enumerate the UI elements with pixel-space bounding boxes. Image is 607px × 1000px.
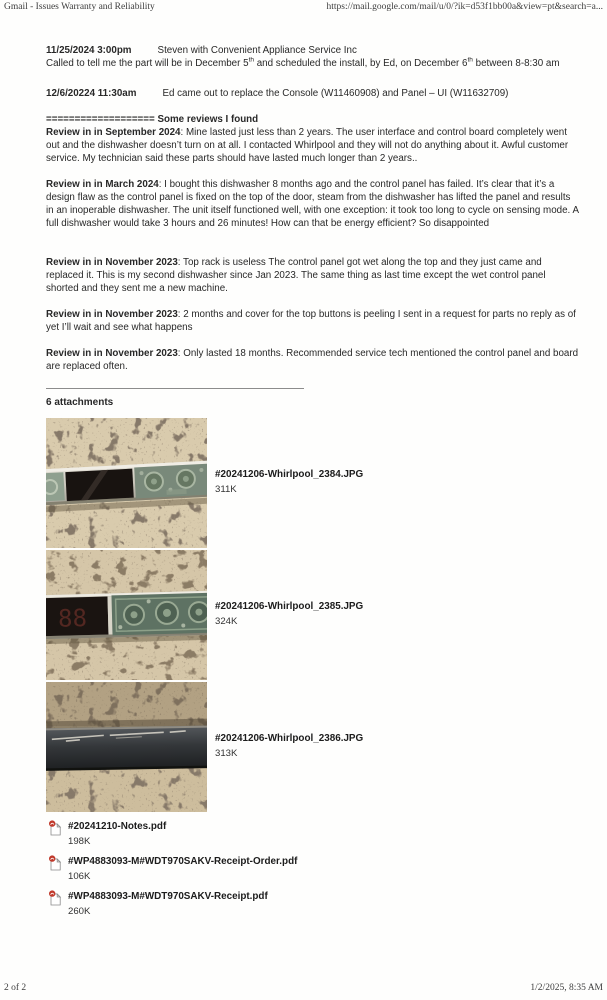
attachment-row-photo-3 [46, 682, 580, 812]
attachment-filesize: 260K [68, 906, 91, 917]
attachment-row-photo-2 [46, 550, 580, 680]
log-entry-1-timestamp: 11/25/2024 3:00pm [46, 45, 132, 56]
print-footer-page-number: 2 of 2 [4, 983, 27, 993]
attachment-filename[interactable]: #WP4883093-M#WDT970SAKV-Receipt-Order.pdf [68, 856, 298, 867]
photo-attachment-thumbnail-3[interactable] [46, 682, 207, 812]
review-march-2024 [46, 178, 580, 230]
photo-console-display-icon [46, 418, 207, 548]
log-entry-1 [46, 44, 580, 70]
attachment-filename[interactable]: #WP4883093-M#WDT970SAKV-Receipt.pdf [68, 891, 268, 902]
review-november-2023-3 [46, 347, 580, 373]
review-lead: Review in in November 2023 [46, 257, 178, 268]
photo-attachment-label-2 [215, 600, 363, 628]
review-lead: Review in in November 2023 [46, 348, 178, 359]
photo-attachment-label-3 [215, 732, 363, 760]
review-body: : Only lasted 18 months. Recommended service tech mentioned the control panel and board are replaced often. [46, 348, 579, 372]
attachment-row-photo-1 [46, 418, 580, 548]
photo-attachment-thumbnail-1[interactable] [46, 418, 207, 548]
pdf-file-icon [48, 820, 62, 836]
photo-attachment-label-1 [215, 468, 363, 496]
attachments-count-label: 6 attachments [46, 397, 114, 408]
pdf-attachment-row-2[interactable] [48, 855, 580, 883]
pdf-attachment-row-3[interactable] [48, 890, 580, 918]
review-body: : 2 months and cover for the top buttons is peeling I sent in a request for parts no reply as of yet I’ll wait and see what happens [46, 309, 576, 333]
print-footer [4, 983, 603, 993]
review-november-2023-1 [46, 256, 580, 295]
attachment-filesize: 313K [215, 748, 238, 759]
pdf-attachment-list [46, 820, 580, 918]
pdf-file-icon [48, 890, 62, 906]
pdf-attachment-label-2 [68, 855, 297, 883]
review-november-2023-2 [46, 308, 580, 334]
print-footer-timestamp: 1/2/2025, 8:35 AM [530, 983, 603, 993]
attachment-filename[interactable]: #20241206-Whirlpool_2386.JPG [215, 733, 364, 744]
ordinal-suffix: th [467, 56, 473, 64]
review-lead: Review in in November 2023 [46, 309, 178, 320]
attachment-filesize: 324K [215, 616, 238, 627]
attachment-filesize: 198K [68, 836, 91, 847]
print-header [4, 2, 603, 12]
attachments-divider [46, 388, 304, 389]
review-body: : I bought this dishwasher 8 months ago and the control panel has failed. It’s clear that it’s a design flaw as the control panel is fixed on the top of the door, steam from the dishwasher has lifted the panel and results in an inoperable dishwasher. The unit itself functioned well, with one exception: it took too long to cycle on sensing mode. A full dishwasher would take 3 hours and 26 minutes! How can that be energy efficient? So disappointed [46, 179, 579, 229]
pdf-attachment-row-1[interactable] [48, 820, 580, 848]
photo-panel-trim-icon [46, 682, 207, 812]
pdf-attachment-label-3 [68, 890, 268, 918]
reviews-heading-label: Some reviews I found [154, 114, 259, 125]
photo-console-pcb-icon [46, 550, 207, 680]
log-entry-1-body: Called to tell me the part will be in December 5th and scheduled the install, by Ed, on December 6th between 8-8:30 am [46, 56, 560, 69]
attachment-filename[interactable]: #20241206-Whirlpool_2385.JPG [215, 601, 364, 612]
attachment-filesize: 311K [215, 484, 237, 495]
ordinal-suffix: th [248, 56, 254, 64]
print-header-url: https://mail.google.com/mail/u/0/?ik=d53f1bb00a&view=pt&search=a... [326, 2, 603, 12]
equals-divider: =================== [46, 114, 155, 125]
svg-text:88: 88 [57, 604, 88, 633]
review-september-2024 [46, 126, 580, 165]
attachment-filename[interactable]: #20241210-Notes.pdf [68, 821, 167, 832]
log-entry-2 [46, 87, 580, 100]
log-entry-2-timestamp: 12/6/20224 11:30am [46, 88, 137, 99]
reviews-heading [46, 113, 580, 126]
review-body: : Top rack is useless The control panel got wet along the top and they just came and replaced it. This is my second dishwasher since Jan 2023. The same thing as last time except the wet control panel shorted and they sent me a new machine. [46, 257, 546, 294]
attachment-filesize: 106K [68, 871, 91, 882]
review-body: : Mine lasted just less than 2 years. The user interface and control board completely went out and the dishwasher doesn’t turn on at all. I contacted Whirlpool and they will not do anything about it. Awful customer service. My technician said these parts should have lasted much longer than 2 years.. [46, 127, 569, 164]
pdf-attachment-label-1 [68, 820, 166, 848]
log-entry-1-title: Steven with Convenient Appliance Service Inc [157, 45, 357, 56]
photo-attachment-thumbnail-2[interactable] [46, 550, 207, 680]
log-entry-2-title: Ed came out to replace the Console (W11460908) and Panel – UI (W11632709) [162, 88, 509, 99]
review-lead: Review in in March 2024 [46, 179, 159, 190]
attachment-filename[interactable]: #20241206-Whirlpool_2384.JPG [215, 469, 364, 480]
print-header-title: Gmail - Issues Warranty and Reliability [4, 2, 155, 12]
email-body [46, 44, 580, 925]
review-lead: Review in in September 2024 [46, 127, 181, 138]
pdf-file-icon [48, 855, 62, 871]
